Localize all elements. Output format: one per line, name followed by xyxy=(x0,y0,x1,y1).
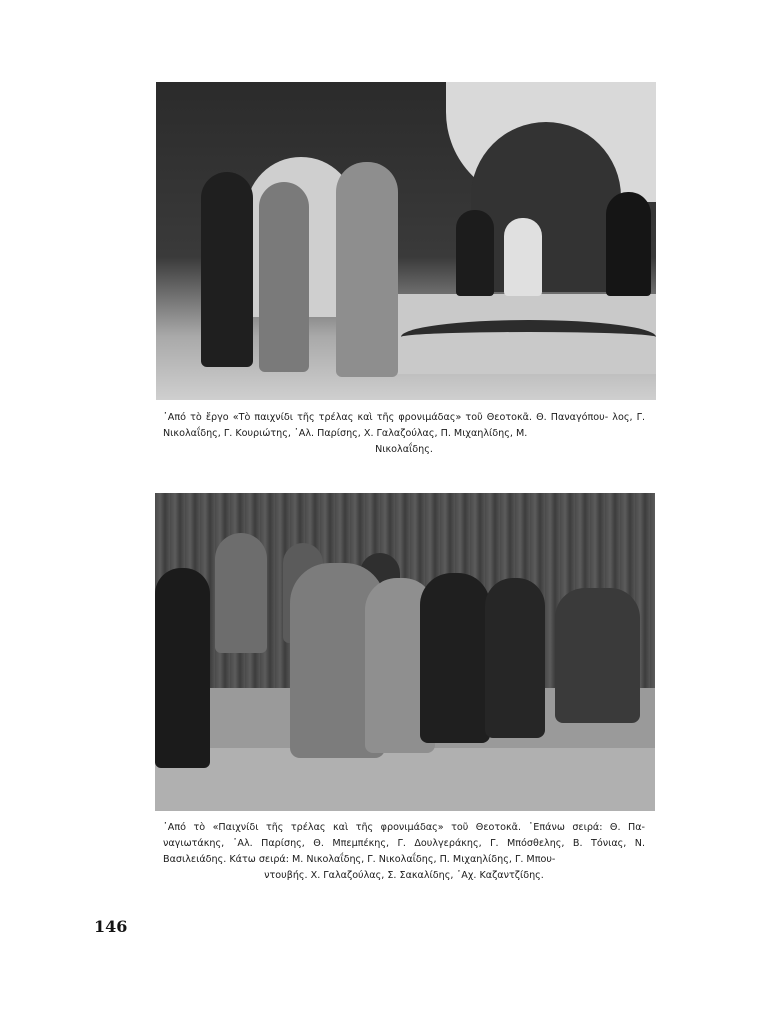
group-cast-photo xyxy=(155,493,655,811)
actor-figure xyxy=(259,182,309,372)
actor-figure xyxy=(606,192,651,296)
page-number: 146 xyxy=(94,917,128,936)
platform-drape xyxy=(401,320,656,354)
cast-member xyxy=(215,533,267,653)
photo-caption xyxy=(163,820,645,884)
actor-figure xyxy=(456,210,494,296)
cast-member xyxy=(485,578,545,738)
caption-line: ᾿Από τὸ «Παιχνίδι τῆς τρέλας καὶ τῆς φρονιμάδας» τοῦ Θεοτοκᾶ. ῾Επάνω σειρά: Θ. Πα- xyxy=(163,822,645,833)
actor-figure xyxy=(201,172,253,367)
caption-line: Βασιλειάδης. Κάτω σειρά: Μ. Νικολαΐδης, Γ. Νικολαΐδης, Π. Μιχαηλίδης, Γ. Μπου- xyxy=(163,854,556,865)
caption-line: ντουβής. Χ. Γαλαζούλας, Σ. Σακαλίδης, ᾿Αχ. Καζαντζίδης. xyxy=(264,870,544,881)
stage-scene-photo xyxy=(156,82,656,400)
caption-line: λος, Γ. Νικολαΐδης, Γ. Κουριώτης, ᾿Αλ. Παρίσης, Χ. Γαλαζούλας, Π. Μιχαηλίδης, Μ. xyxy=(163,412,646,439)
caption-line: Νικολαΐδης. xyxy=(375,444,433,455)
cast-member xyxy=(155,568,210,768)
cast-member xyxy=(420,573,490,743)
photo-caption xyxy=(163,410,645,458)
caption-line: ᾿Από τὸ ἔργο «Τὸ παιχνίδι τῆς τρέλας καὶ τῆς φρονιμάδας» τοῦ Θεοτοκᾶ. Θ. Παναγόπου- xyxy=(163,412,609,423)
caption-line: ναγιωτάκης, ᾿Αλ. Παρίσης, Θ. Μπεμπέκης, Γ. Δουλγεράκης, Γ. Μπόσθελης, Β. Τόνιας, Ν. xyxy=(163,838,645,849)
actor-figure xyxy=(504,218,542,296)
cast-member xyxy=(555,588,640,723)
actor-figure xyxy=(336,162,398,377)
